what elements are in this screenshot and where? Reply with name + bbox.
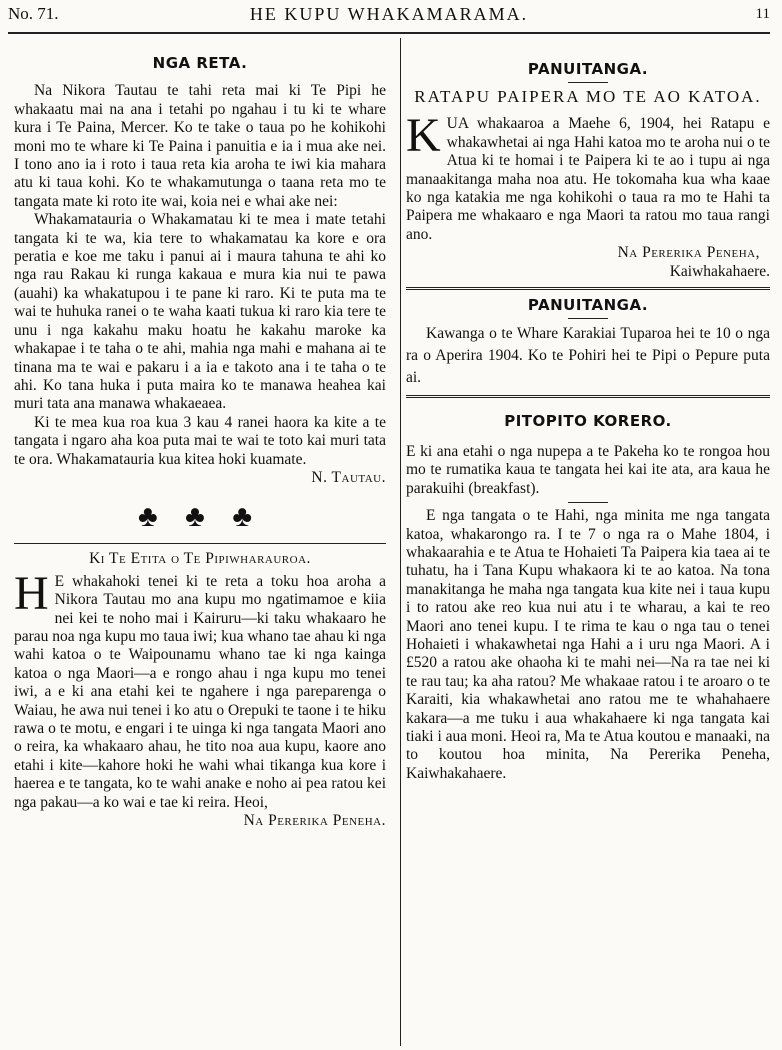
short-rule [568, 318, 608, 319]
panuitanga-body-2: Kawanga o te Whare Karakiai Tuparoa hei te 10 o nga ra o Aperira 1904. Ko te Pohiri hei te Pipi o Pepure puta ai. [406, 325, 770, 387]
panuitanga-body-1 [406, 109, 770, 244]
issue-number: No. 71. [8, 4, 59, 23]
clover-ornament-icon: ♣ ♣ ♣ [137, 500, 263, 534]
panuitanga-text-1: UA whakaaroa a Maehe 6, 1904, hei Ratapu e whakawhetai ai nga Hahi katoa mo te aroha nui o te Atua ki te homai i te Paipera ki te ao i tupu ai nga manaakitanga maha noa atu. He tokomaha kua wha kaae ko nga katakia me nga kohikohi o taua ra mo te Hahi ta Paipera me whakaaro e nga Maori ta ratou mo taua rangi ano. [406, 115, 770, 243]
signature-peneha: Na Pererika Peneha. [243, 812, 386, 830]
signature-tautau: N. Tautau. [311, 468, 386, 486]
reta-paragraph-1: Na Nikora Tautau te tahi reta mai ki Te Pipi he whakaatu mai na ana i tetahi po ngahau i tu ki te whare kura i Te Paina, Mercer. Ko te take o taua po he kohikohi moni mo te whare ki Te Paina i panuitia e ia i mua ake nei. I tono ano ia i roto i taua reta kia aroha te iwi kia mahara atu ki taua kohi. Ko te whakamutunga o taana reta mo te tangata mate ki roto ite wai, koia nei e whai ake nei: [14, 82, 386, 210]
pitopito-paragraph-2: E nga tangata o te Hahi, nga minita me nga tangata katoa, whakarongo ra. I te 7 o nga ra o Mahe 1804, i whakaarahia e te Atua te Hohaieti Ta Paipera kia taea ai te tuhatu, ha i Tana Kupu whakaora ki te ao katoa. Na tona manakitanga he maha nga tangata kua kite nei i taua kupu i to ratou ake reo kua nui atu i te wharau, a kai te reo Maori ano tenei kupu. I te rima te kau o nga tau o tenei Hohaieti i whakawhetai nga Hahi a i uru nga Maori. A i £520 a ratou ake ohaoha ki te mahi nei—Na ra tae nei ki te rau tau; ka aha ratou? Me whakaae ratou i te aroaro o te Karaiti, kia whakawhetai ano ratou me te whahahaere kakara—a me tuku i aua whakahaere ki nga tangata kai tiaki i aua moni. Heoi ra, Ma te Atua koutou e manaaki, na to koutou hoa minita, Na Pererika Peneha, Kaiwhakahaere. [406, 507, 770, 782]
section-rule-double [406, 395, 770, 398]
left-column [14, 54, 386, 830]
letter-body [14, 566, 386, 812]
short-rule [568, 82, 608, 83]
panuitanga-signature: Na Pererika Peneha, [617, 244, 760, 262]
right-column [406, 60, 770, 783]
page-number: 11 [755, 6, 770, 22]
running-header [8, 2, 770, 32]
pitopito-heading: PITOPITO KORERO. [504, 412, 672, 431]
column-divider [400, 38, 401, 1046]
panuitanga-subtitle: RATAPU PAIPERA MO TE AO KATOA. [414, 87, 762, 107]
section-rule [14, 543, 386, 544]
letter-dropcap: H [14, 566, 49, 620]
header-rule [8, 32, 770, 34]
pitopito-paragraph-1: E ki ana etahi o nga nupepa a te Pakeha ko te rongoa hou mo te rumatika kaua te tangata hei kai ite ata, ara kaua he parakuihi (breakfast). [406, 442, 770, 497]
panuitanga-role: Kaiwhakahaere. [669, 262, 770, 280]
letter-text: E whakahoki tenei ki te reta a toku hoa aroha a Nikora Tautau mo ana kupu mo ngatimamoe e kiia nei kei te noho mai i Kairuru—ki taku whakaaro he parau noa nga kupu mo taua iwi; kua whano tae ahau ki nga wahi katoa o te Waipounamu whano tae ki nga kainga katoa o nga Maori—a e rongo ahau i nga kupu mo tenei iwi, a e ki ana etahi kei te ngahere i nga pareparenga o Waiau, he awa nui tenei i ko atu o Orepuki te taone i te hiku rawa o te motu, e engari i te uinga ki nga tangata Maori ano o reira, ka whakaaro ahau, he tito noa aua kupu, kaore ano etahi i kite—kahore hoki he wahi whai tikanga kua kore i haerea e te tangata, ko te wahi anake e noho ai pea ratou kei nga pakau—a ko wai e tae ki reira. Heoi, [14, 572, 386, 811]
short-rule [568, 502, 608, 503]
panuitanga-dropcap: K [406, 109, 441, 163]
panuitanga-heading-2: PANUITANGA. [527, 296, 649, 315]
nga-reta-heading: NGA RETA. [152, 54, 248, 72]
panuitanga-heading-1: PANUITANGA. [527, 60, 649, 78]
newspaper-title: HE KUPU WHAKAMARAMA. [249, 4, 529, 24]
reta-paragraph-2: Whakamatauria o Whakamatau ki te mea i mate tetahi tangata ki te wa, kia tere to whakamatau ka kore e ora peratia e koe me taku i panui ai i maura tahuna te ahi ko nga rau Rakau ki runga kakaua e mura kia nui te pawa (auahi) ka whakatupou i te pane ki raro. Ki te puta ma te wai te huhuka ranei o te waha kaati tukua ki raro kia tere te unu i nga kakahu maku hoatu he kakahu maroke ka whakapae i te taha o te ahi, mahia nga mahi e mahana ai te tinana ma te wai e pakaru i a ia e takoto ana i te taha o te ahi. Ko tana huka i puta maira ko te manawa heahea kai muri tata ana manawa whakaeaea. [14, 211, 386, 413]
section-rule-double [406, 287, 770, 290]
letter-title: Ki Te Etita o Te Pipiwharauroa. [89, 550, 311, 568]
reta-paragraph-3: Ki te mea kua roa kua 3 kau 4 ranei haora ka kite a te tangata i ngaro aha koa puta mai te wai te toto kai muri tata te ora. Whakamatauria kua kitea hoki kuamate. [14, 413, 386, 468]
